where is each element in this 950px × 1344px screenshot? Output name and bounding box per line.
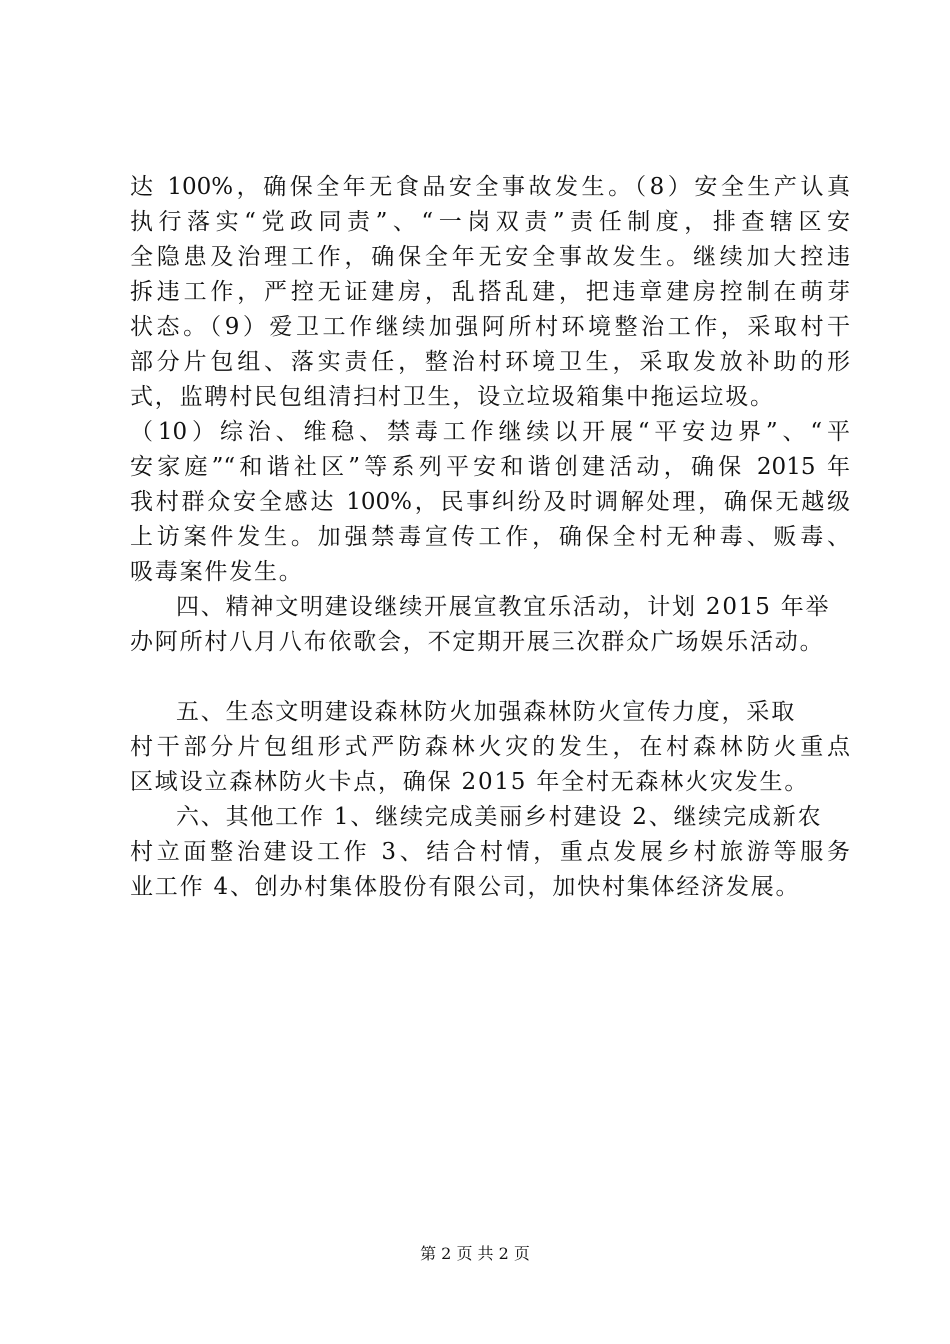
text-line: 办阿所村八月八布依歌会，不定期开展三次群众广场娱乐活动。 — [130, 629, 825, 655]
text-line: 拆违工作，严控无证建房，乱搭乱建，把违章建房控制在萌芽 — [130, 279, 850, 305]
paragraph-five-line: 五、生态文明建设森林防火加强森林防火宣传力度，采取 — [176, 699, 796, 725]
text-line: 全隐患及治理工作，确保全年无安全事故发生。继续加大控违 — [130, 244, 850, 270]
text-line: 达 100%，确保全年无食品安全事故发生。（8）安全生产认真 — [130, 174, 850, 200]
text-line: 我村群众安全感达 100%，民事纠纷及时调解处理，确保无越级 — [130, 489, 850, 515]
text-line: 上访案件发生。加强禁毒宣传工作，确保全村无种毒、贩毒、 — [130, 524, 850, 550]
text-line: 安家庭”“和谐社区”等系列平安和谐创建活动，确保 2015 年 — [130, 454, 850, 480]
text-line: 部分片包组、落实责任，整治村环境卫生，采取发放补助的形 — [130, 349, 850, 375]
text-line: 业工作 4、创办村集体股份有限公司，加快村集体经济发展。 — [130, 874, 801, 900]
paragraph-four-line: 四、精神文明建设继续开展宣教宜乐活动，计划 2015 年举 — [176, 594, 831, 620]
text-line: 区域设立森林防火卡点，确保 2015 年全村无森林火灾发生。 — [130, 769, 810, 795]
text-line: （10）综治、维稳、禁毒工作继续以开展“平安边界”、“平 — [130, 419, 850, 445]
page-footer: 第 2 页 共 2 页 — [420, 1244, 530, 1263]
text-line: 村立面整治建设工作 3、结合村情，重点发展乡村旅游等服务 — [130, 839, 850, 865]
document-body — [130, 170, 850, 905]
paragraph-six-line: 六、其他工作 1、继续完成美丽乡村建设 2、继续完成新农 — [176, 804, 823, 830]
text-line: 吸毒案件发生。 — [130, 559, 304, 585]
text-line: 状态。（9）爱卫工作继续加强阿所村环境整治工作，采取村干 — [130, 314, 850, 340]
text-line: 执行落实“党政同责”、“一岗双责”责任制度，排查辖区安 — [130, 209, 850, 235]
text-line: 式，监聘村民包组清扫村卫生，设立垃圾箱集中拖运垃圾。 — [130, 384, 775, 410]
paragraph-gap — [130, 660, 850, 695]
text-line: 村干部分片包组形式严防森林火灾的发生，在村森林防火重点 — [130, 734, 850, 760]
